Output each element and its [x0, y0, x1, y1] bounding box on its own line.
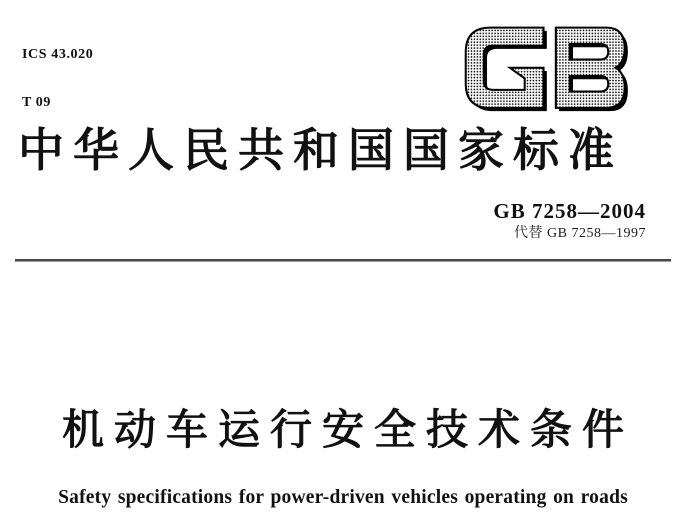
- ics-code: ICS 43.020: [22, 47, 94, 62]
- replaces-note: 代替 GB 7258—1997: [514, 226, 646, 241]
- doc-class-code: T 09: [22, 95, 51, 110]
- standard-number: GB 7258—2004: [493, 199, 646, 223]
- gb-logo-letter-b: [556, 28, 625, 108]
- national-standard-heading: 中华人民共和国国家标准: [18, 125, 623, 176]
- classification-codes: [22, 15, 93, 143]
- header-divider-line: [15, 259, 671, 262]
- standard-number-block: [493, 200, 646, 241]
- document-title-english: Safety specifications for power-driven vehicles operating on roads: [58, 487, 628, 508]
- gb-standard-logo-icon: [464, 26, 628, 112]
- gb-logo-letter-g: [466, 28, 544, 108]
- document-title-chinese: 机动车运行安全技术条件: [61, 406, 634, 453]
